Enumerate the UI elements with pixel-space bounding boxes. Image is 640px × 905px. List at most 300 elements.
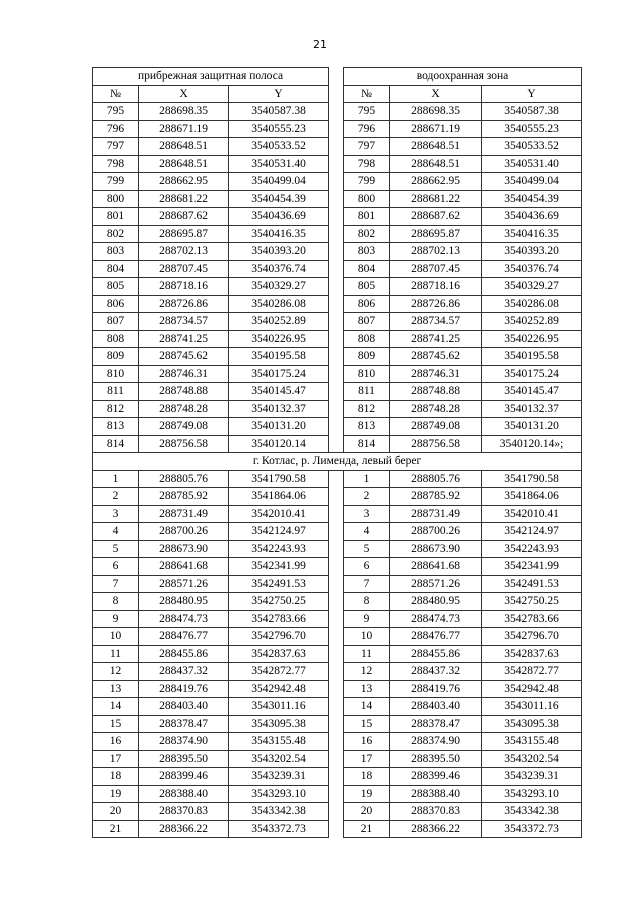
point-number: 808 — [93, 330, 139, 348]
coord-x: 288700.26 — [390, 523, 482, 541]
coord-y: 3543155.48 — [229, 733, 329, 751]
point-number: 796 — [344, 120, 390, 138]
point-number: 803 — [344, 243, 390, 261]
column-gap — [329, 103, 344, 121]
coord-x: 288437.32 — [390, 663, 482, 681]
column-gap — [329, 750, 344, 768]
coord-y: 3542837.63 — [482, 645, 582, 663]
coord-x: 288388.40 — [390, 785, 482, 803]
coord-x: 288370.83 — [139, 803, 229, 821]
coord-x: 288785.92 — [139, 488, 229, 506]
point-number: 800 — [344, 190, 390, 208]
coord-x: 288399.46 — [390, 768, 482, 786]
point-number: 16 — [93, 733, 139, 751]
coord-x: 288745.62 — [139, 348, 229, 366]
point-number: 804 — [344, 260, 390, 278]
coordinates-table — [92, 67, 582, 838]
coord-x: 288366.22 — [139, 820, 229, 838]
coord-x: 288403.40 — [139, 698, 229, 716]
table-row — [93, 715, 582, 733]
coord-x: 288641.68 — [390, 558, 482, 576]
coord-y: 3543342.38 — [482, 803, 582, 821]
point-number: 16 — [344, 733, 390, 751]
point-number: 799 — [93, 173, 139, 191]
table-row — [93, 540, 582, 558]
point-number: 17 — [93, 750, 139, 768]
table-row — [93, 190, 582, 208]
column-gap — [329, 628, 344, 646]
point-number: 18 — [344, 768, 390, 786]
point-number: 1 — [93, 470, 139, 488]
coord-y: 3540226.95 — [482, 330, 582, 348]
coord-x: 288374.90 — [390, 733, 482, 751]
column-gap — [329, 540, 344, 558]
coord-y: 3542750.25 — [482, 593, 582, 611]
coord-y: 3540145.47 — [229, 383, 329, 401]
coord-x: 288749.08 — [139, 418, 229, 436]
coord-y: 3540454.39 — [482, 190, 582, 208]
coord-y: 3540393.20 — [229, 243, 329, 261]
coord-x: 288695.87 — [390, 225, 482, 243]
point-number: 20 — [93, 803, 139, 821]
column-gap — [329, 488, 344, 506]
point-number: 8 — [93, 593, 139, 611]
point-number: 6 — [93, 558, 139, 576]
point-number: 8 — [344, 593, 390, 611]
coord-x: 288673.90 — [139, 540, 229, 558]
coord-y: 3542124.97 — [229, 523, 329, 541]
table-row — [93, 663, 582, 681]
column-gap — [329, 733, 344, 751]
coord-y: 3543239.31 — [482, 768, 582, 786]
coord-y: 3540329.27 — [482, 278, 582, 296]
coord-x: 288366.22 — [390, 820, 482, 838]
point-number: 800 — [93, 190, 139, 208]
coord-y: 3543011.16 — [229, 698, 329, 716]
coord-x: 288474.73 — [139, 610, 229, 628]
coord-y: 3542783.66 — [229, 610, 329, 628]
point-number: 802 — [93, 225, 139, 243]
coord-x: 288734.57 — [390, 313, 482, 331]
coord-x: 288399.46 — [139, 768, 229, 786]
point-number: 5 — [344, 540, 390, 558]
coord-x: 288476.77 — [139, 628, 229, 646]
header-row — [93, 85, 582, 103]
point-number: 804 — [93, 260, 139, 278]
column-gap — [329, 523, 344, 541]
coord-y: 3540131.20 — [482, 418, 582, 436]
table-row — [93, 593, 582, 611]
point-number: 814 — [93, 435, 139, 453]
coord-x: 288403.40 — [390, 698, 482, 716]
point-number: 4 — [344, 523, 390, 541]
table-row — [93, 383, 582, 401]
column-gap — [329, 680, 344, 698]
coord-x: 288648.51 — [139, 155, 229, 173]
coord-x: 288756.58 — [139, 435, 229, 453]
table-row — [93, 278, 582, 296]
table-row — [93, 103, 582, 121]
table-row — [93, 313, 582, 331]
coord-y: 3540454.39 — [229, 190, 329, 208]
column-gap — [329, 645, 344, 663]
coord-y: 3540145.47 — [482, 383, 582, 401]
coord-x: 288648.51 — [390, 138, 482, 156]
column-gap — [329, 295, 344, 313]
point-number: 10 — [344, 628, 390, 646]
coord-y: 3542942.48 — [482, 680, 582, 698]
point-number: 808 — [344, 330, 390, 348]
point-number: 13 — [93, 680, 139, 698]
coord-y: 3540252.89 — [482, 313, 582, 331]
coord-x: 288746.31 — [390, 365, 482, 383]
coord-y: 3540175.24 — [229, 365, 329, 383]
table-row — [93, 575, 582, 593]
point-number: 7 — [344, 575, 390, 593]
coord-x: 288374.90 — [139, 733, 229, 751]
point-number: 19 — [344, 785, 390, 803]
column-gap — [329, 698, 344, 716]
coord-x: 288671.19 — [390, 120, 482, 138]
point-number: 12 — [93, 663, 139, 681]
table-row — [93, 120, 582, 138]
point-number: 809 — [344, 348, 390, 366]
coord-x: 288700.26 — [139, 523, 229, 541]
coord-y: 3540286.08 — [482, 295, 582, 313]
coord-x: 288726.86 — [139, 295, 229, 313]
coord-y: 3540131.20 — [229, 418, 329, 436]
coord-x: 288641.68 — [139, 558, 229, 576]
column-gap — [329, 418, 344, 436]
coord-y: 3542872.77 — [482, 663, 582, 681]
coord-y: 3542942.48 — [229, 680, 329, 698]
coord-x: 288474.73 — [390, 610, 482, 628]
coord-y: 3543293.10 — [229, 785, 329, 803]
coord-y: 3543293.10 — [482, 785, 582, 803]
coord-y: 3542491.53 — [229, 575, 329, 593]
point-number: 12 — [344, 663, 390, 681]
coord-x: 288480.95 — [139, 593, 229, 611]
point-number: 811 — [344, 383, 390, 401]
point-number: 795 — [93, 103, 139, 121]
coord-y: 3543155.48 — [482, 733, 582, 751]
point-number: 812 — [93, 400, 139, 418]
coord-y: 3540376.74 — [229, 260, 329, 278]
coord-y: 3540533.52 — [229, 138, 329, 156]
column-gap — [329, 610, 344, 628]
coord-x: 288748.28 — [390, 400, 482, 418]
table-row — [93, 138, 582, 156]
point-number: 795 — [344, 103, 390, 121]
coord-y: 3540195.58 — [482, 348, 582, 366]
table-row — [93, 173, 582, 191]
table-row — [93, 155, 582, 173]
coord-y: 3542872.77 — [229, 663, 329, 681]
table-row — [93, 505, 582, 523]
column-gap — [329, 558, 344, 576]
section-row — [93, 453, 582, 471]
table-row — [93, 348, 582, 366]
header-y: Y — [482, 85, 582, 103]
column-gap — [329, 715, 344, 733]
coord-x: 288695.87 — [139, 225, 229, 243]
coord-x: 288731.49 — [139, 505, 229, 523]
coord-x: 288749.08 — [390, 418, 482, 436]
coord-x: 288741.25 — [390, 330, 482, 348]
point-number: 798 — [93, 155, 139, 173]
coord-y: 3540531.40 — [482, 155, 582, 173]
coord-x: 288731.49 — [390, 505, 482, 523]
coord-y: 3541864.06 — [229, 488, 329, 506]
coord-x: 288648.51 — [139, 138, 229, 156]
point-number: 14 — [344, 698, 390, 716]
coord-x: 288745.62 — [390, 348, 482, 366]
coord-x: 288370.83 — [390, 803, 482, 821]
coord-y: 3542750.25 — [229, 593, 329, 611]
point-number: 807 — [344, 313, 390, 331]
table-row — [93, 803, 582, 821]
coord-y: 3540226.95 — [229, 330, 329, 348]
coord-y: 3540436.69 — [229, 208, 329, 226]
coord-y: 3540376.74 — [482, 260, 582, 278]
point-number: 810 — [344, 365, 390, 383]
table-row — [93, 435, 582, 453]
coord-x: 288702.13 — [390, 243, 482, 261]
coord-x: 288698.35 — [139, 103, 229, 121]
table-row — [93, 768, 582, 786]
coord-y: 3543202.54 — [482, 750, 582, 768]
column-gap — [329, 663, 344, 681]
column-gap — [329, 575, 344, 593]
coord-x: 288388.40 — [139, 785, 229, 803]
table-row — [93, 558, 582, 576]
coord-x: 288437.32 — [139, 663, 229, 681]
coord-x: 288702.13 — [139, 243, 229, 261]
coord-x: 288707.45 — [390, 260, 482, 278]
point-number: 13 — [344, 680, 390, 698]
column-gap — [329, 435, 344, 453]
table-row — [93, 225, 582, 243]
coord-y: 3543095.38 — [229, 715, 329, 733]
column-gap — [329, 155, 344, 173]
coord-x: 288662.95 — [139, 173, 229, 191]
point-number: 3 — [344, 505, 390, 523]
coord-x: 288395.50 — [139, 750, 229, 768]
point-number: 18 — [93, 768, 139, 786]
coord-y: 3540286.08 — [229, 295, 329, 313]
coord-x: 288662.95 — [390, 173, 482, 191]
table-row — [93, 243, 582, 261]
coord-y: 3540120.14 — [229, 435, 329, 453]
coord-y: 3542783.66 — [482, 610, 582, 628]
coord-x: 288571.26 — [139, 575, 229, 593]
coord-y: 3540416.35 — [482, 225, 582, 243]
coord-y: 3542837.63 — [229, 645, 329, 663]
column-gap — [329, 243, 344, 261]
coord-x: 288419.76 — [139, 680, 229, 698]
column-gap — [329, 68, 344, 86]
table-row — [93, 330, 582, 348]
column-gap — [329, 803, 344, 821]
coord-y: 3540555.23 — [482, 120, 582, 138]
coord-x: 288785.92 — [390, 488, 482, 506]
point-number: 21 — [344, 820, 390, 838]
header-x: X — [390, 85, 482, 103]
coord-y: 3542796.70 — [229, 628, 329, 646]
column-gap — [329, 365, 344, 383]
column-gap — [329, 785, 344, 803]
coord-x: 288419.76 — [390, 680, 482, 698]
coord-y: 3541790.58 — [229, 470, 329, 488]
coord-y: 3540531.40 — [229, 155, 329, 173]
point-number: 20 — [344, 803, 390, 821]
coord-x: 288718.16 — [139, 278, 229, 296]
point-number: 21 — [93, 820, 139, 838]
point-number: 796 — [93, 120, 139, 138]
coord-x: 288571.26 — [390, 575, 482, 593]
coord-x: 288455.86 — [139, 645, 229, 663]
coord-y: 3542341.99 — [482, 558, 582, 576]
coord-y: 3540416.35 — [229, 225, 329, 243]
coord-y: 3540195.58 — [229, 348, 329, 366]
column-gap — [329, 470, 344, 488]
right-table-title: водоохранная зона — [344, 68, 582, 86]
coord-y: 3541790.58 — [482, 470, 582, 488]
title-row — [93, 68, 582, 86]
coord-x: 288673.90 — [390, 540, 482, 558]
coord-x: 288687.62 — [390, 208, 482, 226]
column-gap — [329, 820, 344, 838]
column-gap — [329, 400, 344, 418]
table-row — [93, 400, 582, 418]
point-number: 811 — [93, 383, 139, 401]
point-number: 805 — [93, 278, 139, 296]
coord-y: 3540436.69 — [482, 208, 582, 226]
point-number: 797 — [344, 138, 390, 156]
left-table-title: прибрежная защитная полоса — [93, 68, 329, 86]
coord-x: 288805.76 — [390, 470, 482, 488]
coord-x: 288455.86 — [390, 645, 482, 663]
point-number: 814 — [344, 435, 390, 453]
table-row — [93, 785, 582, 803]
table-row — [93, 365, 582, 383]
table-row — [93, 628, 582, 646]
coord-x: 288741.25 — [139, 330, 229, 348]
point-number: 798 — [344, 155, 390, 173]
column-gap — [329, 138, 344, 156]
coord-x: 288718.16 — [390, 278, 482, 296]
point-number: 14 — [93, 698, 139, 716]
table-row — [93, 750, 582, 768]
point-number: 807 — [93, 313, 139, 331]
coord-y: 3540120.14»; — [482, 435, 582, 453]
coord-y: 3542341.99 — [229, 558, 329, 576]
header-x: X — [139, 85, 229, 103]
point-number: 805 — [344, 278, 390, 296]
table-row — [93, 418, 582, 436]
column-gap — [329, 120, 344, 138]
column-gap — [329, 190, 344, 208]
table-row — [93, 645, 582, 663]
coord-x: 288378.47 — [139, 715, 229, 733]
point-number: 802 — [344, 225, 390, 243]
point-number: 806 — [344, 295, 390, 313]
point-number: 11 — [93, 645, 139, 663]
header-number: № — [93, 85, 139, 103]
coord-x: 288805.76 — [139, 470, 229, 488]
coord-y: 3543342.38 — [229, 803, 329, 821]
coord-y: 3540499.04 — [229, 173, 329, 191]
column-gap — [329, 768, 344, 786]
table-row — [93, 208, 582, 226]
coord-x: 288480.95 — [390, 593, 482, 611]
coord-y: 3542243.93 — [482, 540, 582, 558]
point-number: 6 — [344, 558, 390, 576]
point-number: 9 — [93, 610, 139, 628]
coord-y: 3542124.97 — [482, 523, 582, 541]
coord-y: 3540175.24 — [482, 365, 582, 383]
point-number: 810 — [93, 365, 139, 383]
table-row — [93, 260, 582, 278]
coord-y: 3542010.41 — [229, 505, 329, 523]
point-number: 801 — [93, 208, 139, 226]
point-number: 5 — [93, 540, 139, 558]
table-row — [93, 610, 582, 628]
point-number: 801 — [344, 208, 390, 226]
coord-y: 3540132.37 — [482, 400, 582, 418]
column-gap — [329, 348, 344, 366]
column-gap — [329, 85, 344, 103]
column-gap — [329, 383, 344, 401]
point-number: 1 — [344, 470, 390, 488]
coord-x: 288671.19 — [139, 120, 229, 138]
coord-y: 3540329.27 — [229, 278, 329, 296]
coord-x: 288707.45 — [139, 260, 229, 278]
column-gap — [329, 505, 344, 523]
coord-y: 3543095.38 — [482, 715, 582, 733]
coord-x: 288726.86 — [390, 295, 482, 313]
point-number: 15 — [344, 715, 390, 733]
point-number: 19 — [93, 785, 139, 803]
coord-y: 3540252.89 — [229, 313, 329, 331]
point-number: 2 — [344, 488, 390, 506]
table-row — [93, 733, 582, 751]
point-number: 3 — [93, 505, 139, 523]
section-label: г. Котлас, р. Лименда, левый берег — [93, 453, 582, 471]
coord-x: 288687.62 — [139, 208, 229, 226]
page-number: 21 — [313, 38, 327, 51]
table-row — [93, 820, 582, 838]
coord-x: 288748.28 — [139, 400, 229, 418]
coord-x: 288395.50 — [390, 750, 482, 768]
point-number: 799 — [344, 173, 390, 191]
column-gap — [329, 208, 344, 226]
point-number: 10 — [93, 628, 139, 646]
column-gap — [329, 278, 344, 296]
coord-y: 3540499.04 — [482, 173, 582, 191]
coord-x: 288748.88 — [390, 383, 482, 401]
column-gap — [329, 173, 344, 191]
table-row — [93, 680, 582, 698]
header-y: Y — [229, 85, 329, 103]
coord-y: 3543239.31 — [229, 768, 329, 786]
point-number: 803 — [93, 243, 139, 261]
table-row — [93, 523, 582, 541]
coord-x: 288681.22 — [139, 190, 229, 208]
point-number: 2 — [93, 488, 139, 506]
coord-y: 3540587.38 — [229, 103, 329, 121]
point-number: 9 — [344, 610, 390, 628]
